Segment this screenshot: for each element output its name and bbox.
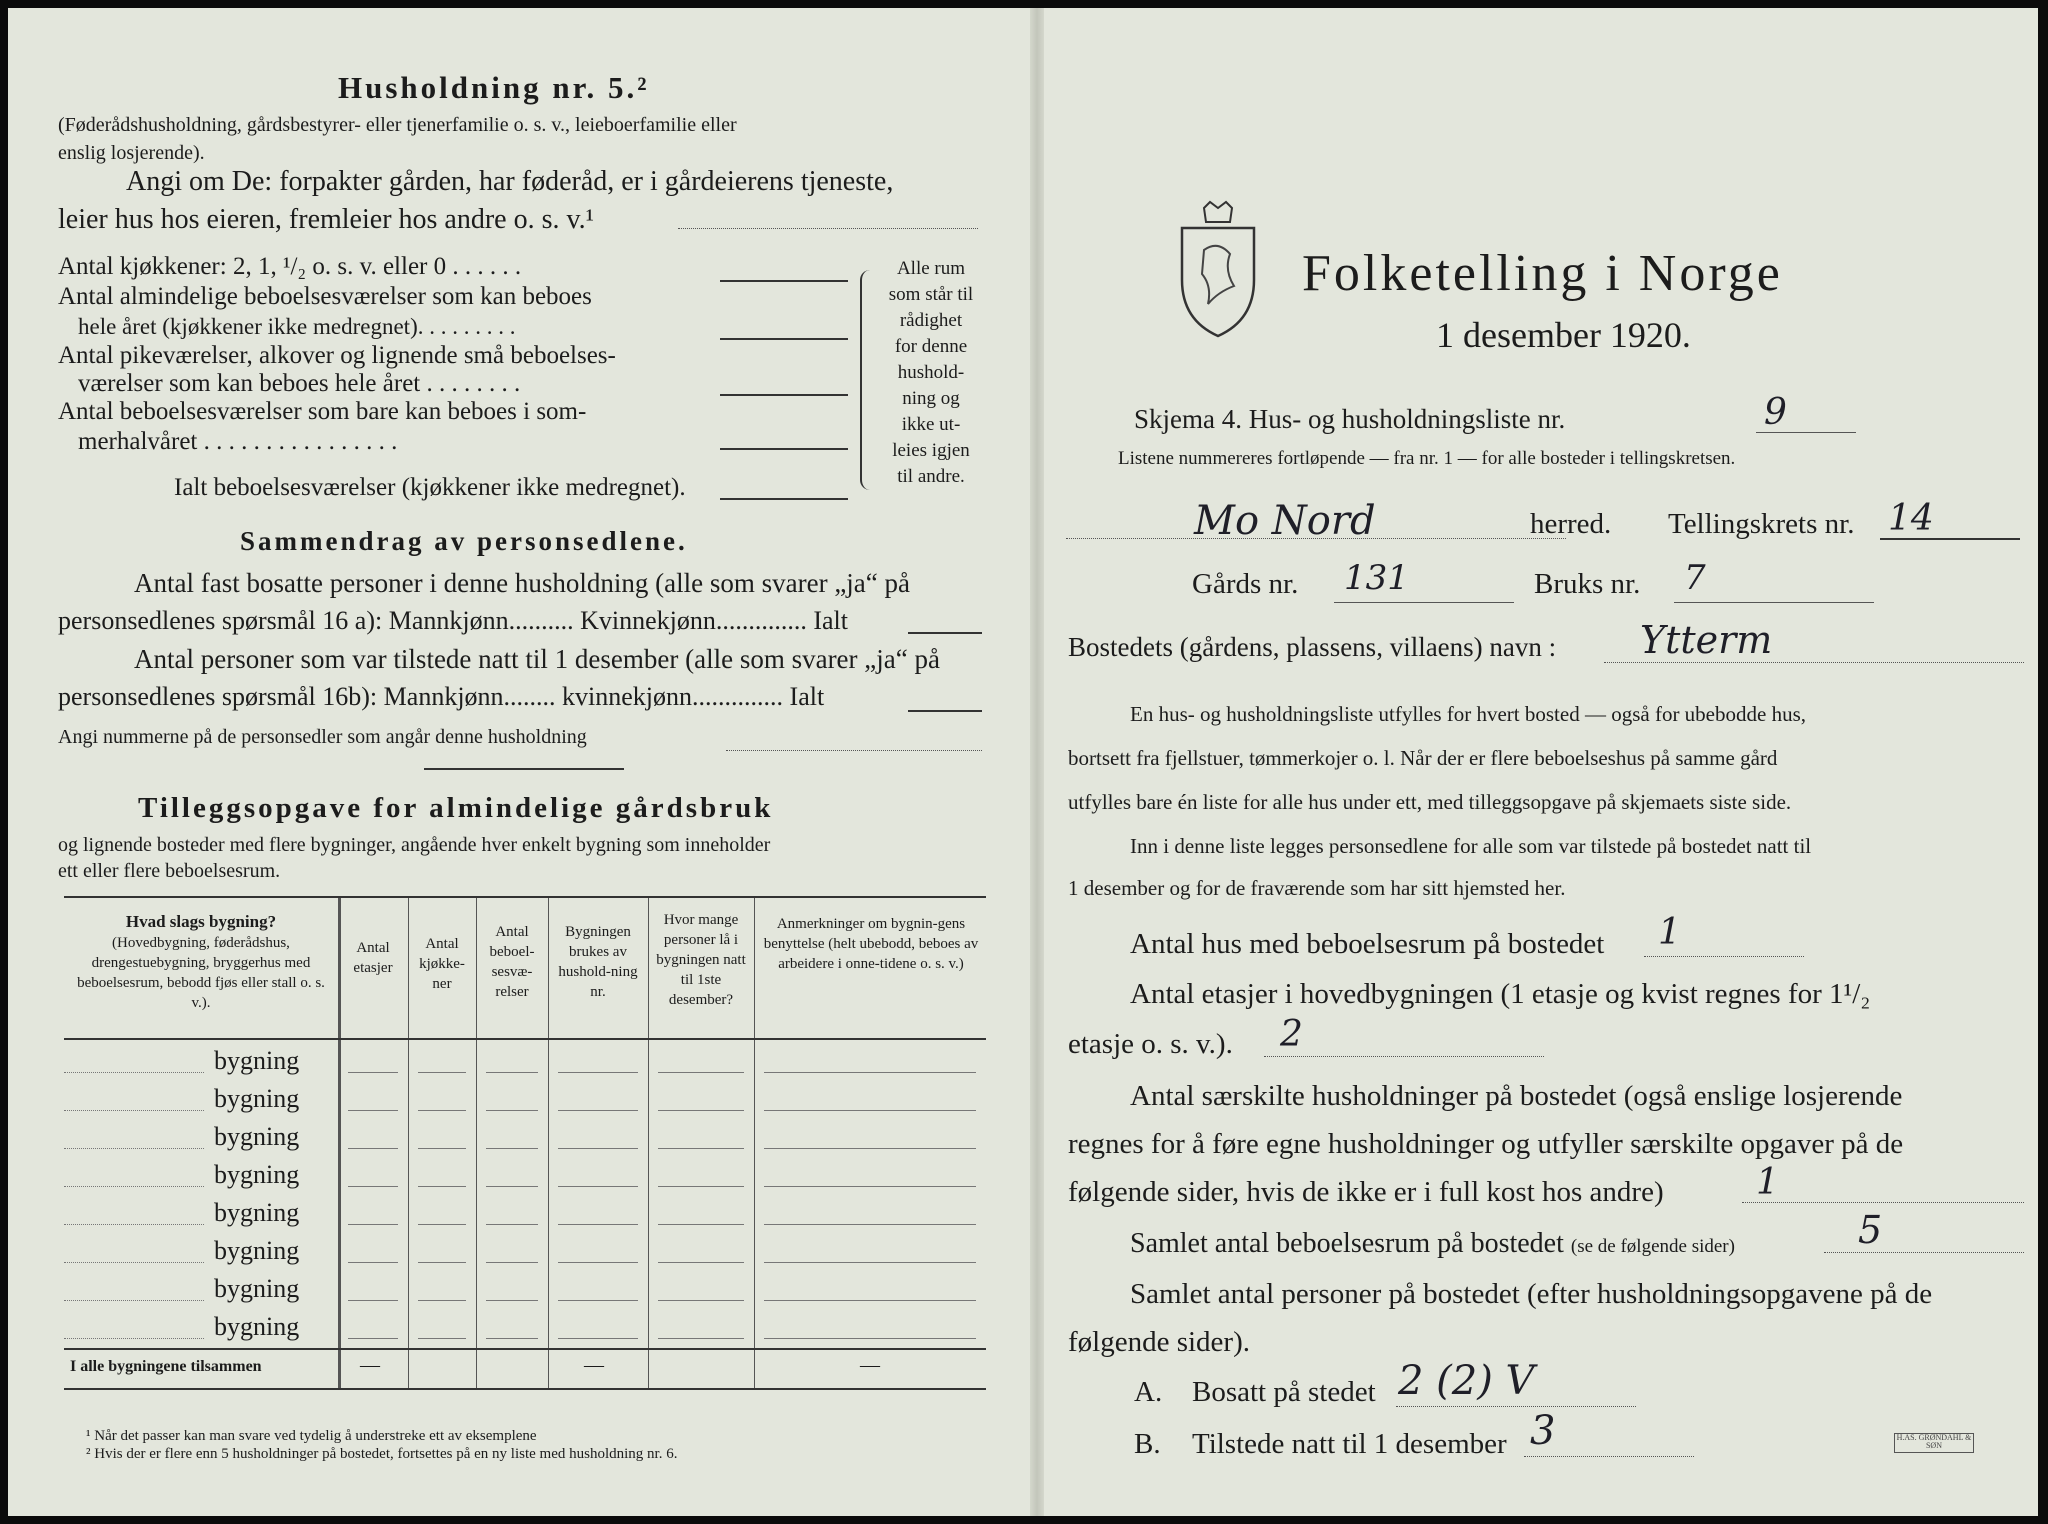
- total-rooms-label: Ialt beboelsesværelser (kjøkkener ikke medregnet).: [174, 474, 686, 501]
- table-cell-field[interactable]: [764, 1338, 976, 1339]
- right-page: [1044, 8, 2038, 1516]
- resident-value[interactable]: 2 (2) V: [1398, 1358, 1535, 1404]
- persons-label-2: følgende sider).: [1068, 1326, 1250, 1358]
- resident-line-1: Antal fast bosatte personer i denne husholdning (alle som svarer „ja“ på: [134, 568, 910, 598]
- coat-of-arms-icon: [1174, 200, 1262, 340]
- households-label-2: regnes for å føre egne husholdninger og utfyller særskilte opgaver på de: [1068, 1128, 1904, 1160]
- farm-number-value[interactable]: 131: [1344, 558, 1409, 598]
- building-row-label: bygning: [214, 1236, 300, 1265]
- table-cell-field[interactable]: [486, 1148, 538, 1149]
- building-type-field[interactable]: [64, 1262, 204, 1263]
- residence-name-label: Bostedets (gårdens, plassens, villaens) navn :: [1068, 632, 1557, 662]
- municipality-value[interactable]: Mo Nord: [1194, 498, 1376, 544]
- holding-number-value[interactable]: 7: [1684, 558, 1706, 598]
- header-persons: Hvor mange personer lå i bygningen natt til 1ste desember?: [656, 912, 746, 1008]
- table-cell-field[interactable]: [418, 1110, 466, 1111]
- farm-number-label: Gårds nr.: [1192, 568, 1299, 600]
- info-line-3: utfylles bare én liste for alle hus under ett, med tilleggsopgave på skjemaets siste side.: [1068, 790, 1792, 814]
- info-line-4: Inn i denne liste legges personsedlene for alle som var tilstede på bostedet natt til: [1130, 834, 1812, 858]
- side-note: Alle rum som står til rådighet for denne hushold- ning og ikke ut- leies igjen til andre.: [888, 258, 974, 487]
- total-household: —: [584, 1354, 604, 1376]
- table-cell-field[interactable]: [348, 1262, 398, 1263]
- rooms-label-2: hele året (kjøkkener ikke medregnet). . . . . . . . .: [78, 314, 516, 339]
- total-floors: —: [360, 1354, 380, 1376]
- table-cell-field[interactable]: [486, 1224, 538, 1225]
- district-value[interactable]: 14: [1888, 498, 1934, 539]
- building-type-field[interactable]: [64, 1148, 204, 1149]
- intro-line-1: (Føderådshusholdning, gårdsbestyrer- eller tjenerfamilie o. s. v., leieboerfamilie eller: [58, 114, 737, 136]
- header-rooms: Antal beboel-sesvæ-relser: [489, 924, 535, 1000]
- table-cell-field[interactable]: [348, 1110, 398, 1111]
- maid-rooms-field[interactable]: [720, 394, 848, 396]
- table-cell-field[interactable]: [558, 1300, 638, 1301]
- present-total-field[interactable]: [908, 710, 982, 712]
- table-cell-field[interactable]: [348, 1338, 398, 1339]
- rooms-label-1: Antal almindelige beboelsesværelser som kan beboes: [58, 283, 592, 310]
- footnote-1: ¹ Når det passer kan man svare ved tydelig å understreke ett av eksemplene: [86, 1428, 537, 1444]
- table-cell-field[interactable]: [558, 1072, 638, 1073]
- building-row-label: bygning: [214, 1312, 300, 1341]
- table-cell-field[interactable]: [486, 1262, 538, 1263]
- total-remarks: —: [860, 1354, 880, 1376]
- numbering-note: Listene nummereres fortløpende — fra nr. 1 — for alle bosteder i tellingskretsen.: [1118, 448, 1736, 469]
- table-cell-field[interactable]: [658, 1110, 744, 1111]
- list-number-value[interactable]: 9: [1764, 392, 1787, 433]
- building-row-label: bygning: [214, 1160, 300, 1189]
- building-row-label: bygning: [214, 1046, 300, 1075]
- building-row-label: bygning: [214, 1122, 300, 1151]
- left-page: [8, 8, 1028, 1516]
- table-cell-field[interactable]: [486, 1186, 538, 1187]
- present-label: Tilstede natt til 1 desember: [1192, 1428, 1507, 1460]
- houses-value[interactable]: 1: [1658, 912, 1681, 953]
- main-title: Folketelling i Norge: [1302, 245, 1783, 302]
- table-cell-field[interactable]: [348, 1186, 398, 1187]
- info-line-5: 1 desember og for de fraværende som har sitt hjemsted her.: [1068, 876, 1566, 900]
- table-cell-field[interactable]: [486, 1110, 538, 1111]
- resident-letter: A.: [1134, 1376, 1163, 1408]
- building-type-field[interactable]: [64, 1338, 204, 1339]
- table-cell-field[interactable]: [764, 1300, 976, 1301]
- floors-label-1: Antal etasjer i hovedbygningen (1 etasje og kvist regnes for 1¹/₂: [1130, 978, 1871, 1010]
- header-remarks: Anmerkninger om bygnin-gens benyttelse (helt ubebodd, beboes av arbeidere i onne-tidene o. s. v.): [763, 916, 979, 972]
- intro-line-2: enslig losjerende).: [58, 142, 205, 164]
- table-cell-field[interactable]: [658, 1072, 744, 1073]
- building-type-field[interactable]: [64, 1224, 204, 1225]
- present-letter: B.: [1134, 1428, 1161, 1460]
- angi-line-1: Angi om De: forpakter gården, har føderåd, er i gårdeierens tjeneste,: [126, 166, 894, 197]
- table-cell-field[interactable]: [418, 1186, 466, 1187]
- table-cell-field[interactable]: [558, 1262, 638, 1263]
- summary-title: Sammendrag av personsedlene.: [240, 526, 688, 556]
- table-cell-field[interactable]: [764, 1110, 976, 1111]
- table-cell-field[interactable]: [764, 1072, 976, 1073]
- residence-name-value[interactable]: Ytterm: [1640, 618, 1773, 662]
- kitchens-field[interactable]: [720, 280, 848, 282]
- table-cell-field[interactable]: [418, 1224, 466, 1225]
- building-row-label: bygning: [214, 1084, 300, 1113]
- table-cell-field[interactable]: [558, 1148, 638, 1149]
- table-cell-field[interactable]: [764, 1186, 976, 1187]
- table-cell-field[interactable]: [418, 1072, 466, 1073]
- angi-answer-line[interactable]: [678, 228, 978, 229]
- table-cell-field[interactable]: [348, 1072, 398, 1073]
- info-line-1: En hus- og husholdningsliste utfylles for hvert bosted — også for ubebodde hus,: [1130, 702, 1806, 726]
- maid-rooms-label-1: Antal pikeværelser, alkover og lignende små beboelses-: [58, 342, 616, 369]
- header-floors: Antal etasjer: [353, 940, 393, 976]
- kitchens-label: Antal kjøkkener: 2, 1, ¹/₂ o. s. v. eller 0 . . . . . .: [58, 253, 522, 280]
- table-cell-field[interactable]: [418, 1300, 466, 1301]
- header-household-no: Bygningen brukes av hushold-ning nr.: [558, 924, 638, 1000]
- resident-line-2: personsedlenes spørsmål 16 a): Mannkjønn.......... Kvinnekjønn.............. Ialt: [58, 606, 848, 635]
- floors-value[interactable]: 2: [1280, 1014, 1303, 1055]
- households-label-1: Antal særskilte husholdninger på bostedet (også enslige losjerende: [1130, 1080, 1903, 1112]
- table-cell-field[interactable]: [486, 1338, 538, 1339]
- supplement-title: Tilleggsopgave for almindelige gårdsbruk: [138, 792, 774, 824]
- building-type-field[interactable]: [64, 1072, 204, 1073]
- table-cell-field[interactable]: [558, 1110, 638, 1111]
- table-cell-field[interactable]: [348, 1148, 398, 1149]
- census-sheet: [8, 8, 2038, 1516]
- building-row-label: bygning: [214, 1274, 300, 1303]
- table-cell-field[interactable]: [418, 1262, 466, 1263]
- summer-rooms-label-2: merhalvåret . . . . . . . . . . . . . . . .: [78, 428, 398, 455]
- present-line-1: Antal personer som var tilstede natt til 1 desember (alle som svarer „ja“ på: [134, 644, 940, 674]
- household-title: Husholdning nr. 5.²: [338, 70, 650, 105]
- separator-line: [424, 768, 624, 770]
- schema-label: Skjema 4. Hus- og husholdningsliste nr.: [1134, 404, 1566, 434]
- total-rooms-label: Samlet antal beboelsesrum på bostedet (se de følgende sider): [1130, 1228, 1735, 1259]
- buildings-table: [64, 896, 986, 1390]
- table-cell-field[interactable]: [486, 1300, 538, 1301]
- building-type-field[interactable]: [64, 1300, 204, 1301]
- printer-stamp: H.AS. GRØNDAHL & SØN: [1894, 1433, 1974, 1453]
- header-kitchens: Antal kjøkke-ner: [419, 936, 465, 992]
- supplement-line-2: ett eller flere beboelsesrum.: [58, 860, 281, 882]
- resident-label: Bosatt på stedet: [1192, 1376, 1376, 1408]
- brace: [860, 270, 872, 490]
- present-value[interactable]: 3: [1530, 1408, 1556, 1454]
- table-cell-field[interactable]: [764, 1148, 976, 1149]
- table-cell-field[interactable]: [658, 1186, 744, 1187]
- footnote-2: ² Hvis der er flere enn 5 husholdninger på bostedet, fortsettes på en ny liste med husholdning nr. 6.: [86, 1446, 678, 1462]
- building-type-field[interactable]: [64, 1186, 204, 1187]
- table-cell-field[interactable]: [486, 1072, 538, 1073]
- table-cell-field[interactable]: [348, 1300, 398, 1301]
- summer-rooms-field[interactable]: [720, 448, 848, 450]
- table-cell-field[interactable]: [348, 1224, 398, 1225]
- households-label-3: følgende sider, hvis de ikke er i full kost hos andre): [1068, 1176, 1664, 1208]
- present-line-2: personsedlenes spørsmål 16b): Mannkjønn........ kvinnekjønn.............. Ialt: [58, 682, 825, 711]
- households-value[interactable]: 1: [1756, 1162, 1779, 1203]
- total-rooms-field[interactable]: [720, 498, 848, 500]
- page-fold: [1030, 8, 1044, 1516]
- table-cell-field[interactable]: [764, 1224, 976, 1225]
- total-row-label: I alle bygningene tilsammen: [70, 1358, 262, 1375]
- table-cell-field[interactable]: [658, 1224, 744, 1225]
- table-cell-field[interactable]: [658, 1338, 744, 1339]
- district-label: Tellingskrets nr.: [1668, 508, 1855, 540]
- resident-total-field[interactable]: [908, 632, 982, 634]
- total-rooms-value[interactable]: 5: [1858, 1208, 1883, 1252]
- table-cell-field[interactable]: [658, 1148, 744, 1149]
- angi-line-2: leier hus hos eieren, fremleier hos andre o. s. v.¹: [58, 204, 595, 235]
- person-numbers-field[interactable]: [726, 750, 982, 751]
- maid-rooms-label-2: værelser som kan beboes hele året . . . . . . . .: [78, 370, 521, 397]
- header-building-type: Hvad slags bygning? (Hovedbygning, føderådshus, drengestuebygning, bryggerhus med beboelsesrum, bebodd fjøs eller stall o. s. v.).: [77, 912, 325, 1011]
- persons-label-1: Samlet antal personer på bostedet (efter husholdningsopgavene på de: [1130, 1278, 1933, 1310]
- supplement-line-1: og lignende bosteder med flere bygninger, angående hver enkelt bygning som inneholder: [58, 834, 771, 856]
- municipality-label: herred.: [1530, 508, 1612, 540]
- building-row-label: bygning: [214, 1198, 300, 1227]
- rooms-field[interactable]: [720, 338, 848, 340]
- building-type-field[interactable]: [64, 1110, 204, 1111]
- info-line-2: bortsett fra fjellstuer, tømmerkojer o. l. Når der er flere beboelseshus på samme gård: [1068, 746, 1778, 770]
- summer-rooms-label-1: Antal beboelsesværelser som bare kan beboes i som-: [58, 398, 587, 425]
- table-cell-field[interactable]: [558, 1338, 638, 1339]
- table-cell-field[interactable]: [558, 1224, 638, 1225]
- houses-label: Antal hus med beboelsesrum på bostedet: [1130, 928, 1605, 960]
- holding-number-label: Bruks nr.: [1534, 568, 1641, 600]
- table-cell-field[interactable]: [418, 1338, 466, 1339]
- person-numbers-label: Angi nummerne på de personsedler som angår denne husholdning: [58, 726, 587, 748]
- table-cell-field[interactable]: [558, 1186, 638, 1187]
- table-cell-field[interactable]: [764, 1262, 976, 1263]
- table-cell-field[interactable]: [658, 1300, 744, 1301]
- table-cell-field[interactable]: [418, 1148, 466, 1149]
- floors-label-2: etasje o. s. v.).: [1068, 1028, 1233, 1060]
- census-date: 1 desember 1920.: [1436, 315, 1691, 355]
- table-cell-field[interactable]: [658, 1262, 744, 1263]
